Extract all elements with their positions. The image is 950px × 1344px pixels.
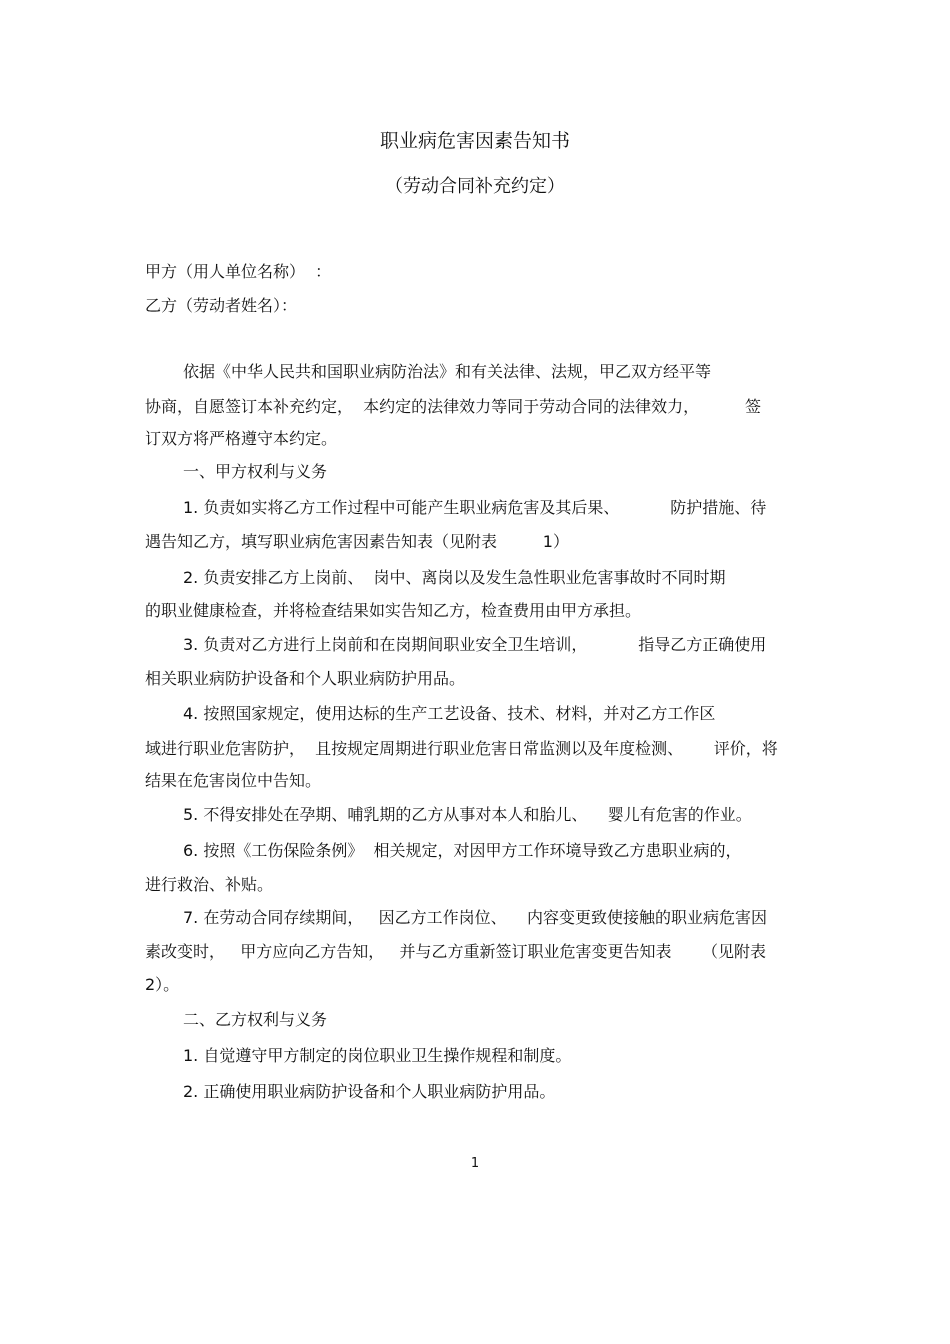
- clause-line: 2）。: [145, 975, 180, 994]
- clause-line: 3. 负责对乙方进行上岗前和在岗期间职业安全卫生培训， 指导乙方正确使用: [183, 635, 767, 654]
- clause-line: 4. 按照国家规定，使用达标的生产工艺设备、技术、材料，并对乙方工作区: [183, 704, 716, 723]
- intro-line: 依据《中华人民共和国职业病防治法》和有关法律、法规，甲乙双方经平等: [183, 362, 712, 381]
- clause-line: 进行救治、补贴。: [145, 875, 274, 894]
- clause-line: 1. 负责如实将乙方工作过程中可能产生职业病危害及其后果、 防护措施、待: [183, 498, 767, 517]
- page-title: 职业病危害因素告知书: [379, 130, 570, 152]
- page-number: 1: [470, 1156, 480, 1171]
- intro-line: 订双方将严格遵守本约定。: [145, 429, 338, 448]
- clause-line: 结果在危害岗位中告知。: [145, 771, 322, 790]
- party-b-line: 乙方（劳动者姓名）：: [145, 296, 298, 315]
- section-heading: 一、甲方权利与义务: [183, 462, 328, 481]
- clause-line: 素改变时， 甲方应向乙方告知， 并与乙方重新签订职业危害变更告知表 （见附表: [145, 942, 767, 961]
- party-a-line: 甲方（用人单位名称） ：: [145, 262, 332, 281]
- page-subtitle: （劳动合同补充约定）: [385, 176, 565, 197]
- clause-line: 6. 按照《工伤保险条例》 相关规定，对因甲方工作环境导致乙方患职业病的，: [183, 841, 742, 860]
- intro-line: 协商，自愿签订本补充约定， 本约定的法律效力等同于劳动合同的法律效力， 签: [145, 397, 761, 416]
- clause-line: 遇告知乙方，填写职业病危害因素告知表（见附表 1）: [145, 532, 569, 551]
- clause-line: 的职业健康检查，并将检查结果如实告知乙方，检查费用由甲方承担。: [145, 601, 642, 620]
- clause-line: 相关职业病防护设备和个人职业病防护用品。: [145, 669, 466, 688]
- clause-line: 域进行职业危害防护， 且按规定周期进行职业危害日常监测以及年度检测、 评价，将: [145, 739, 778, 758]
- clause-line: 5. 不得安排处在孕期、哺乳期的乙方从事对本人和胎儿、 婴儿有危害的作业。: [183, 805, 752, 824]
- clause-line: 2. 正确使用职业病防护设备和个人职业病防护用品。: [183, 1082, 556, 1101]
- clause-line: 7. 在劳动合同存续期间， 因乙方工作岗位、 内容变更致使接触的职业病危害因: [183, 908, 767, 927]
- section-heading: 二、乙方权利与义务: [183, 1010, 328, 1029]
- clause-line: 1. 自觉遵守甲方制定的岗位职业卫生操作规程和制度。: [183, 1046, 572, 1065]
- clause-line: 2. 负责安排乙方上岗前、 岗中、离岗以及发生急性职业危害事故时不同时期: [183, 568, 726, 587]
